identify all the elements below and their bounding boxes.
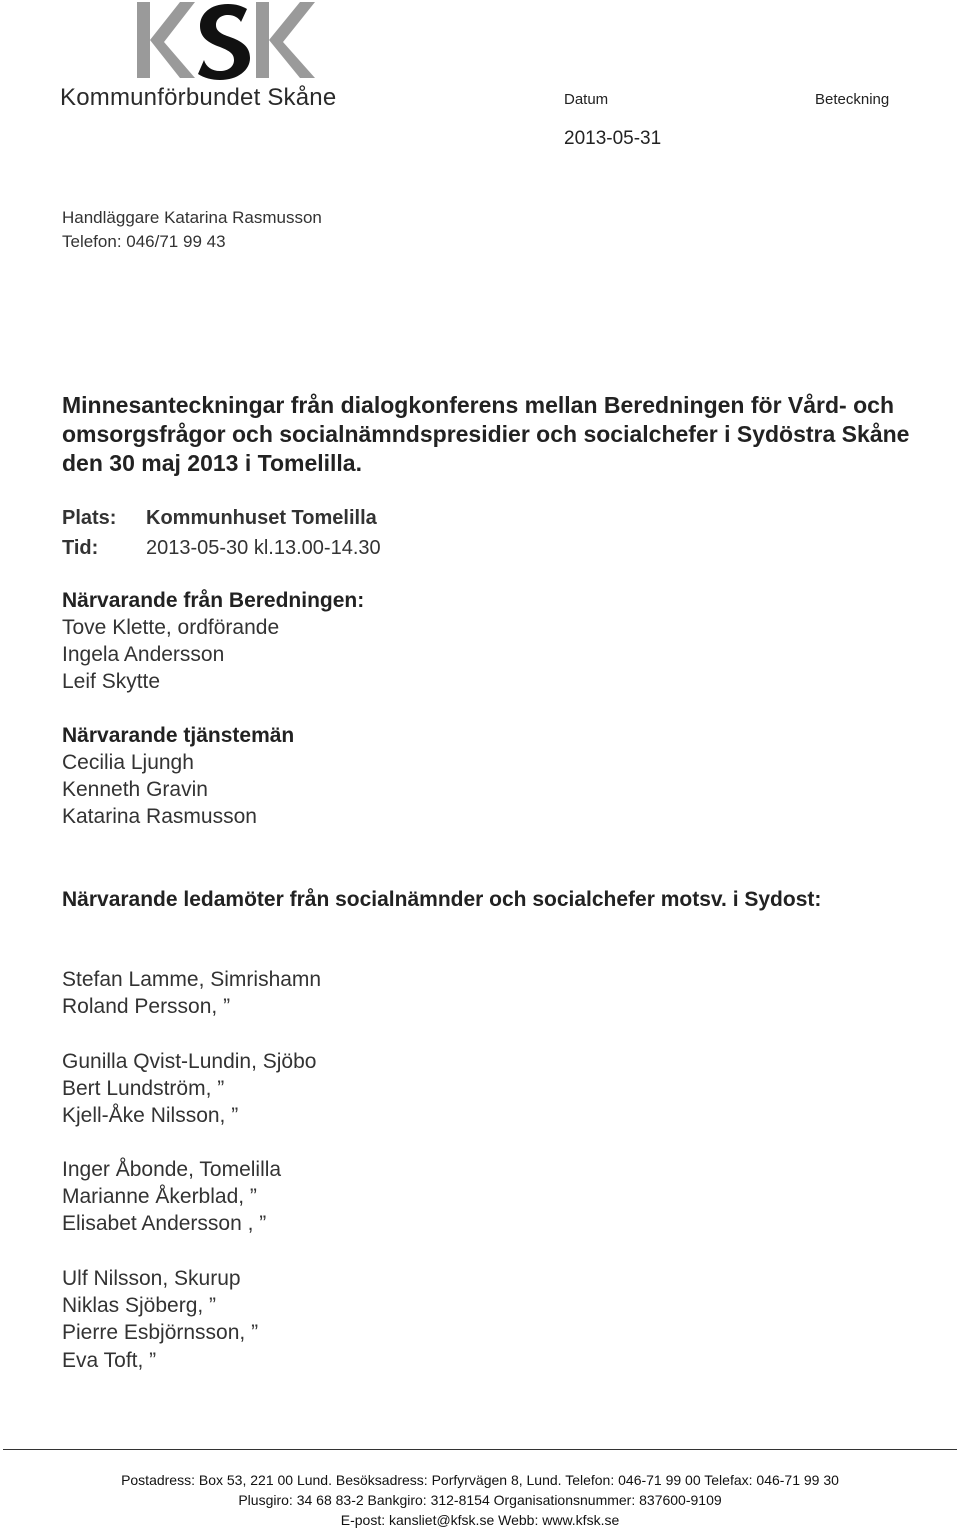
list-item: Gunilla Qvist-Lundin, Sjöbo [62,1050,317,1073]
document-title: Minnesanteckningar från dialogkonferens mellan Beredningen för Vård- och omsorgsfrågor och socialnämndspresidier och socialchefer i Sydöstra Skåne den 30 maj 2013 i Tomelilla. [62,392,910,476]
footer-address: Postadress: Box 53, 221 00 Lund. Besöksadress: Porfyrvägen 8, Lund. Telefon: 046-71 99 00 Telefax: 046-71 99 30 [121,1472,839,1488]
ledamoter-heading: Närvarande ledamöter från socialnämnder och socialchefer motsv. i Sydost: [62,888,822,911]
list-item: Leif Skytte [62,670,161,693]
document-date: 2013-05-31 [564,128,662,149]
footer-divider [3,1449,957,1450]
footer-giro: Plusgiro: 34 68 83-2 Bankgiro: 312-8154 Organisationsnummer: 837600-9109 [238,1492,722,1508]
plats-value: Kommunhuset Tomelilla [146,507,377,529]
logo-letter-s [198,4,250,80]
list-item: Inger Åbonde, Tomelilla [62,1158,282,1181]
logo-wordmark: Kommunförbundet Skåne [60,84,337,111]
list-item: Niklas Sjöberg, ” [62,1294,217,1317]
footer-contact: E-post: kansliet@kfsk.se Webb: www.kfsk.se [340,1512,620,1528]
handlaggare-line: Handläggare Katarina Rasmusson [62,208,322,227]
list-item: Kenneth Gravin [62,778,208,801]
list-item: Kjell-Åke Nilsson, ” [62,1104,239,1127]
list-item: Stefan Lamme, Simrishamn [62,968,322,991]
list-item: Bert Lundström, ” [62,1077,225,1100]
list-item: Marianne Åkerblad, ” [62,1185,257,1208]
beredningen-heading: Närvarande från Beredningen: [62,589,365,612]
list-item: Eva Toft, ” [62,1349,157,1372]
logo-letter-k-left [137,2,195,78]
tjanstemän-heading: Närvarande tjänstemän [62,724,295,747]
list-item: Pierre Esbjörnsson, ” [62,1321,259,1344]
beteckning-label: Beteckning [815,91,890,108]
list-item: Elisabet Andersson , ” [62,1212,267,1235]
list-item: Ingela Andersson [62,643,225,666]
list-item: Cecilia Ljungh [62,751,194,774]
tid-label: Tid: [62,537,99,559]
plats-label: Plats: [62,507,117,529]
list-item: Katarina Rasmusson [62,805,257,828]
telefon-line: Telefon: 046/71 99 43 [62,232,226,251]
tid-value: 2013-05-30 kl.13.00-14.30 [146,537,381,559]
logo-letter-k-right [256,2,315,78]
list-item: Tove Klette, ordförande [62,616,280,639]
list-item: Ulf Nilsson, Skurup [62,1267,241,1290]
datum-label: Datum [564,91,609,108]
list-item: Roland Persson, ” [62,995,231,1018]
